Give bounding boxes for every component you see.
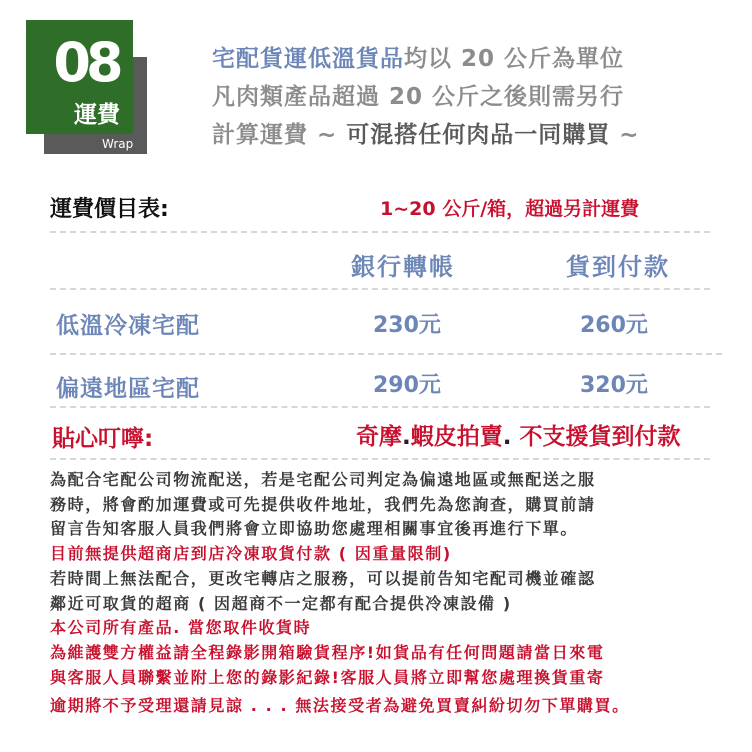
intro-line-1 bbox=[212, 40, 640, 78]
tip-sep-2: . bbox=[502, 424, 512, 450]
price-remote-bank: 290元 bbox=[373, 373, 441, 398]
divider bbox=[50, 406, 710, 408]
tip-sep-1: . bbox=[402, 424, 411, 450]
tip-label: 貼心叮嚀: bbox=[52, 426, 154, 452]
note-line-warning: 為維護雙方權益請全程錄影開箱驗貨程序!如貨品有任何問題請當日來電 bbox=[50, 642, 605, 662]
section-number: 08 bbox=[53, 31, 119, 94]
note-line: 為配合宅配公司物流配送，若是宅配公司判定為偏遠地區或無配送之服 bbox=[50, 470, 596, 489]
section-title: 運費 bbox=[74, 102, 120, 128]
note-line: 若時間上無法配合，更改宅轉店之服務，可以提前告知宅配司機並確認 bbox=[50, 568, 596, 588]
shipping-notes bbox=[50, 468, 740, 719]
tip-part-1: 奇摩 bbox=[356, 424, 402, 450]
row-label-frozen-delivery: 低溫冷凍宅配 bbox=[56, 313, 200, 339]
intro-text bbox=[212, 40, 640, 154]
intro-line-3 bbox=[212, 116, 640, 154]
intro-line-3-b: ~ bbox=[610, 122, 640, 148]
tip-part-2: 蝦皮拍賣 bbox=[410, 424, 503, 450]
note-line: 鄰近可取貨的超商 ( 因超商不一定都有配合提供冷凍設備 ) bbox=[50, 593, 512, 613]
divider bbox=[50, 288, 710, 290]
note-line-warning: 與客服人員聯繫並附上您的錄影紀錄!客服人員將立即幫您處理換貨重寄 bbox=[50, 667, 605, 687]
divider bbox=[50, 458, 710, 460]
intro-highlight-1: 宅配貨運低溫貨品 bbox=[212, 46, 404, 72]
column-header-bank-transfer: 銀行轉帳 bbox=[351, 253, 455, 281]
tip-part-3: 不支援貨到付款 bbox=[511, 424, 681, 450]
intro-highlight-2: 可混搭任何肉品一同購買 bbox=[346, 122, 611, 148]
note-line-warning: 逾期將不予受理還請見諒 . . . 無法接受者為避免買賣糾紛切勿下單購買。 bbox=[50, 696, 630, 716]
rate-table-condition: 1~20 公斤/箱，超過另計運費 bbox=[380, 198, 640, 220]
note-line: 留言告知客服人員我們將會立即協助您處理相關事宜後再進行下單。 bbox=[50, 519, 579, 539]
row-label-remote-delivery: 偏遠地區宅配 bbox=[56, 376, 200, 402]
intro-line-1-rest: 均以 20 公斤為單位 bbox=[404, 46, 625, 72]
note-line-warning: 目前無提供超商店到店冷凍取貨付款 ( 因重量限制) bbox=[50, 544, 452, 564]
note-line: 務時，將會酌加運費或可先提供收件地址，我們先為您詢查，購買前請 bbox=[50, 494, 596, 514]
price-frozen-bank: 230元 bbox=[373, 313, 441, 338]
intro-line-3-a: 計算運費 ~ bbox=[212, 122, 347, 148]
rate-table-title: 運費價目表: bbox=[50, 197, 169, 222]
intro-line-2: 凡肉類產品超過 20 公斤之後則需另行 bbox=[212, 84, 625, 110]
note-line-warning: 本公司所有產品. 當您取件收貨時 bbox=[50, 618, 312, 638]
column-header-cash-on-delivery: 貨到付款 bbox=[566, 253, 670, 281]
divider bbox=[50, 231, 710, 233]
divider bbox=[50, 353, 722, 355]
section-subtitle: Wrap bbox=[102, 137, 134, 151]
tip-text bbox=[356, 418, 681, 451]
price-remote-cod: 320元 bbox=[580, 373, 648, 398]
price-frozen-cod: 260元 bbox=[580, 313, 648, 338]
